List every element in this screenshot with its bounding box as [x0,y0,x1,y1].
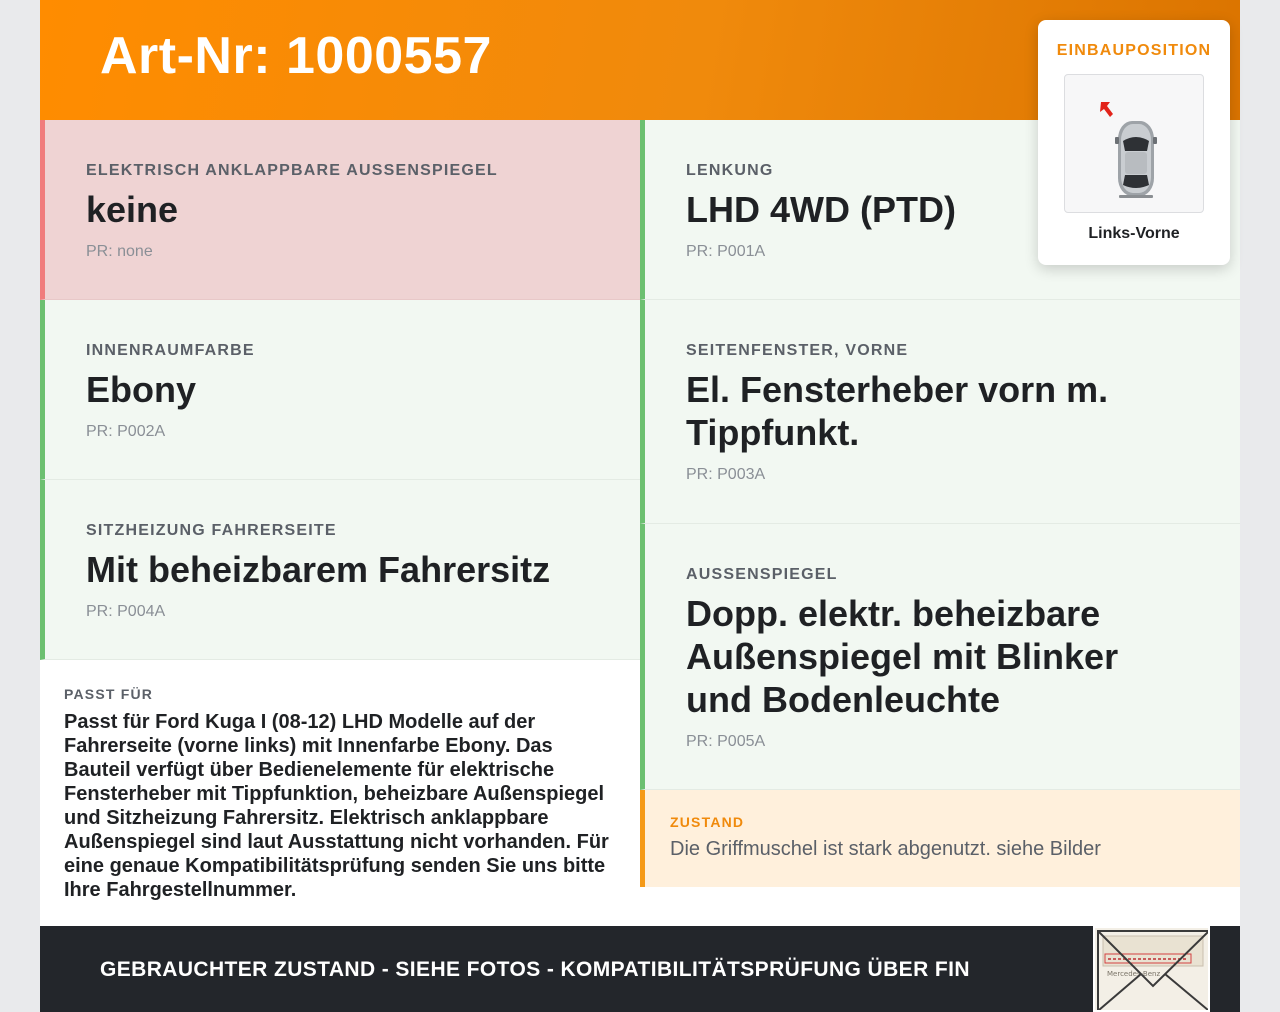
position-value: Links-Vorne [1088,225,1180,242]
footer-bar [40,926,1240,1012]
condition-label: ZUSTAND [670,814,745,830]
spec-label: SEITENFENSTER, VORNE [686,342,909,359]
condition-text: Die Griffmuschel ist stark abgenutzt. siehe Bilder [670,838,1101,860]
spec-value: El. Fensterheber vorn m. Tippfunkt. [686,369,1109,453]
footer-text: GEBRAUCHTER ZUSTAND - SIEHE FOTOS - KOMPATIBILITÄTSPRÜFUNG ÜBER FIN [100,958,970,981]
spec-cell [40,300,640,480]
car-top-view-icon [1065,75,1205,214]
spec-value: keine [86,189,179,230]
spec-pr-code: PR: none [86,243,153,260]
spec-pr-code: PR: P002A [86,423,166,440]
spec-value: LHD 4WD (PTD) [686,189,956,230]
position-image [1064,74,1204,213]
vin-envelope-image [1093,926,1210,1012]
spec-cell [640,524,1240,790]
position-label: EINBAUPOSITION [1056,42,1212,59]
spec-label: AUSSENSPIEGEL [686,566,838,583]
article-number-title: Art-Nr: 1000557 [100,27,492,85]
spec-pr-code: PR: P003A [686,466,766,483]
vin-envelope-icon [1095,928,1210,1012]
spec-label: SITZHEIZUNG FAHRERSEITE [86,522,337,539]
fits-text: Passt für Ford Kuga I (08-12) LHD Modelle auf der Fahrerseite (vorne links) mit Innenfarbe Ebony. Das Bauteil verfügt über Bedienelemente für elektrische Fensterheber mit Tippfunktion, beheizbare Außenspiegel und Sitzheizung Fahrersitz. Elektrisch anklappbare Außenspiegel sind laut Ausstattung nicht vorhanden. Für eine genaue Kompatibilitätsprüfung senden Sie uns bitte Ihre Fahrgestellnummer. [64,711,609,901]
position-card [1038,20,1230,265]
spec-value: Dopp. elektr. beheizbare Außenspiegel mit Blinker und Bodenleuchte [686,593,1119,720]
spec-label: ELEKTRISCH ANKLAPPBARE AUSSENSPIEGEL [86,162,498,179]
spec-cell [640,300,1240,524]
spec-value: Mit beheizbarem Fahrersitz [86,549,551,590]
arrow-icon [1100,102,1113,117]
fits-label: PASST FÜR [64,686,154,702]
product-sheet [40,0,1240,1012]
spec-pr-code: PR: P005A [686,733,766,750]
left-column [40,120,640,660]
spec-cell [40,480,640,660]
spec-pr-code: PR: P004A [86,603,166,620]
fits-section [40,660,640,926]
spec-label: LENKUNG [686,162,774,179]
condition-section [640,790,1240,887]
spec-value: Ebony [86,369,197,410]
spec-label: INNENRAUMFARBE [86,342,255,359]
spec-pr-code: PR: P001A [686,243,766,260]
spec-cell [40,120,640,300]
stamp-text: Mercedes-Benz [1107,970,1161,978]
